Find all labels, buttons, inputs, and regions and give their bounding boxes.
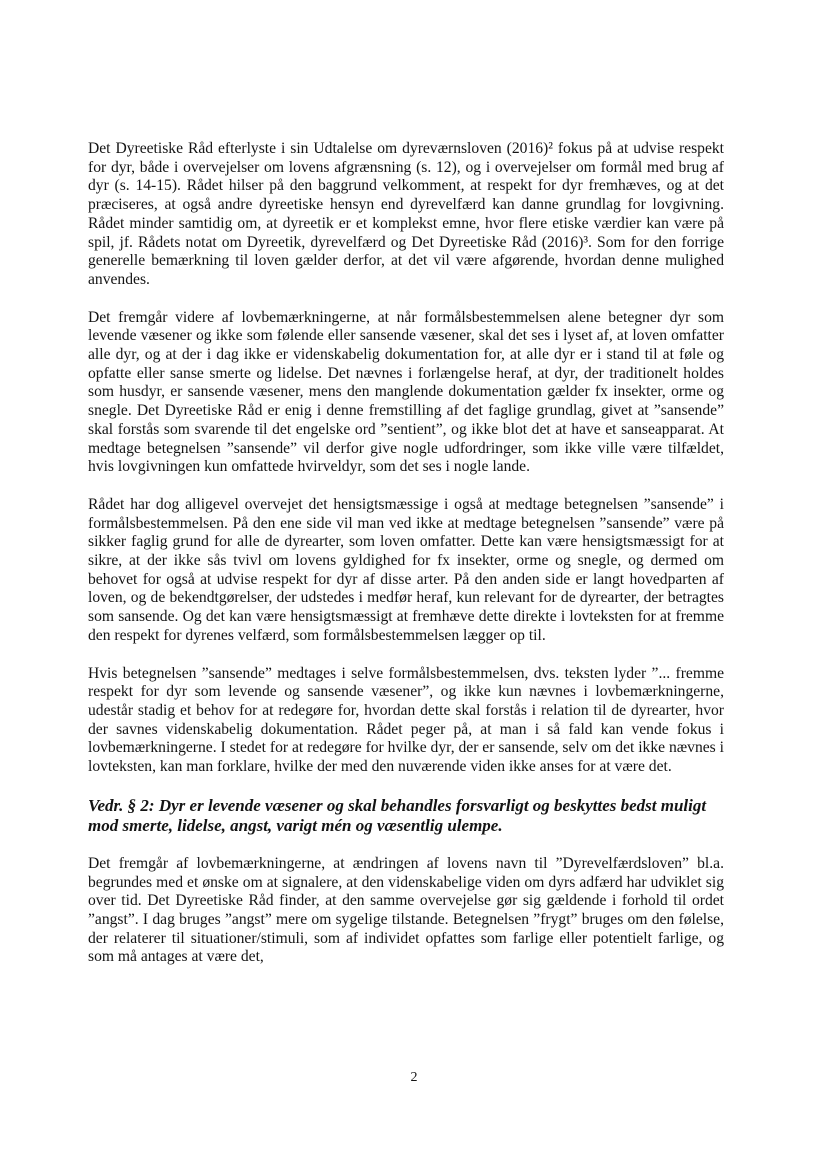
paragraph-angst: Det fremgår af lovbemærkningerne, at ændringen af lovens navn til ”Dyrevelfærdsloven” bl.a. begrundes med et ønske om at signalere, at den videnskabelige viden om dyrs adfærd har udviklet sig over tid. Det Dyreetiske Råd finder, at den samme overvejelse gør sig gældende i forhold til ordet ”angst”. I dag bruges ”angst” mere om sygelige tilstande. Betegnelsen ”frygt” bruges om den følelse, der relaterer til situationer/stimuli, som af individet opfattes som farlige eller potentielt farlige, og som må antages at være det, — [88, 854, 724, 966]
paragraph-lovbemaerkninger: Det fremgår videre af lovbemærkningerne, at når formålsbestemmelsen alene betegner dyr som levende væsener og ikke som følende eller sansende væsener, skal det ses i lyset af, at loven omfatter alle dyr, og at der i dag ikke er videnskabelig dokumentation for, at alle dyr er i stand til at føle og opfatte eller sanse smerte og lidelse. Det nævnes i forlængelse heraf, at dyr, der traditionelt holdes som husdyr, er sansende væsener, mens den manglende dokumentation gælder fx insekter, orme og snegle. Det Dyreetiske Råd er enig i denne fremstilling af det faglige grundlag, givet at ”sansende” skal forstås som svarende til det engelske ord ”sentient”, og ikke blot det at have et sanseapparat. At medtage betegnelsen ”sansende” vil derfor give nogle udfordringer, som ikke ville være tilfældet, hvis lovgivningen kun omfattede hvirveldyr, som det ses i nogle lande. — [88, 308, 724, 476]
paragraph-formaalsbestemmelse: Hvis betegnelsen ”sansende” medtages i selve formålsbestemmelsen, dvs. teksten lyder ”... fremme respekt for dyr som levende og sansende væsener”, og ikke kun nævnes i lovbemærkningerne, udestår stadig et behov for at redegøre for, hvordan dette skal forstås i relation til de dyrearter, hvor der savnes videnskabelig dokumentation. Rådet peger på, at man i så fald kan vende fokus i lovbemærkningerne. I stedet for at redegøre for hvilke dyr, der er sansende, selv om det ikke nævnes i lovteksten, kan man forklare, hvilke der med den nuværende viden ikke anses for at være det. — [88, 664, 724, 776]
page-content — [88, 140, 724, 967]
section-heading-paragraf-2: Vedr. § 2: Dyr er levende væsener og skal behandles forsvarligt og beskyttes bedst muligt mod smerte, lidelse, angst, varigt mén og væsentlig ulempe. — [88, 795, 707, 835]
paragraph-overvejelse: Rådet har dog alligevel overvejet det hensigtsmæssige i også at medtage betegnelsen ”sansende” i formålsbestemmelsen. På den ene side vil man ved ikke at medtage betegnelsen ”sansende” være på sikker faglig grund for alle de dyrearter, som loven omfatter. Dette kan være hensigtsmæssigt for at sikre, at der ikke sås tvivl om lovens gyldighed for fx insekter, orme og snegle, og dermed om behovet for også at udvise respekt for dyr af disse arter. På den anden side er langt hovedparten af loven, og de bekendtgørelser, der udstedes i medfør heraf, kun relevant for de dyrearter, der betragtes som sansende. Og det kan være hensigtsmæssigt at fremhæve dette direkte i lovteksten for at fremme den respekt for dyrenes velfærd, som formålsbestemmelsen lægger op til. — [88, 495, 724, 644]
paragraph-respekt: Det Dyreetiske Råd efterlyste i sin Udtalelse om dyreværnsloven (2016)² fokus på at udvise respekt for dyr, både i overvejelser om lovens afgrænsning (s. 12), og i overvejelser om formål med brug af dyr (s. 14-15). Rådet hilser på den baggrund velkomment, at respekt for dyr fremhæves, og at det præciseres, at også andre dyreetiske hensyn end dyrevelfærd kan danne grundlag for lovgivning. Rådet minder samtidig om, at dyreetik er et komplekst emne, hvor flere etiske værdier kan være på spil, jf. Rådets notat om Dyreetik, dyrevelfærd og Det Dyreetiske Råd (2016)³. Som for den forrige generelle bemærkning til loven gælder derfor, at det vil være afgørende, hvordan denne mulighed anvendes. — [88, 140, 724, 288]
page-number: 2 — [410, 1070, 418, 1085]
